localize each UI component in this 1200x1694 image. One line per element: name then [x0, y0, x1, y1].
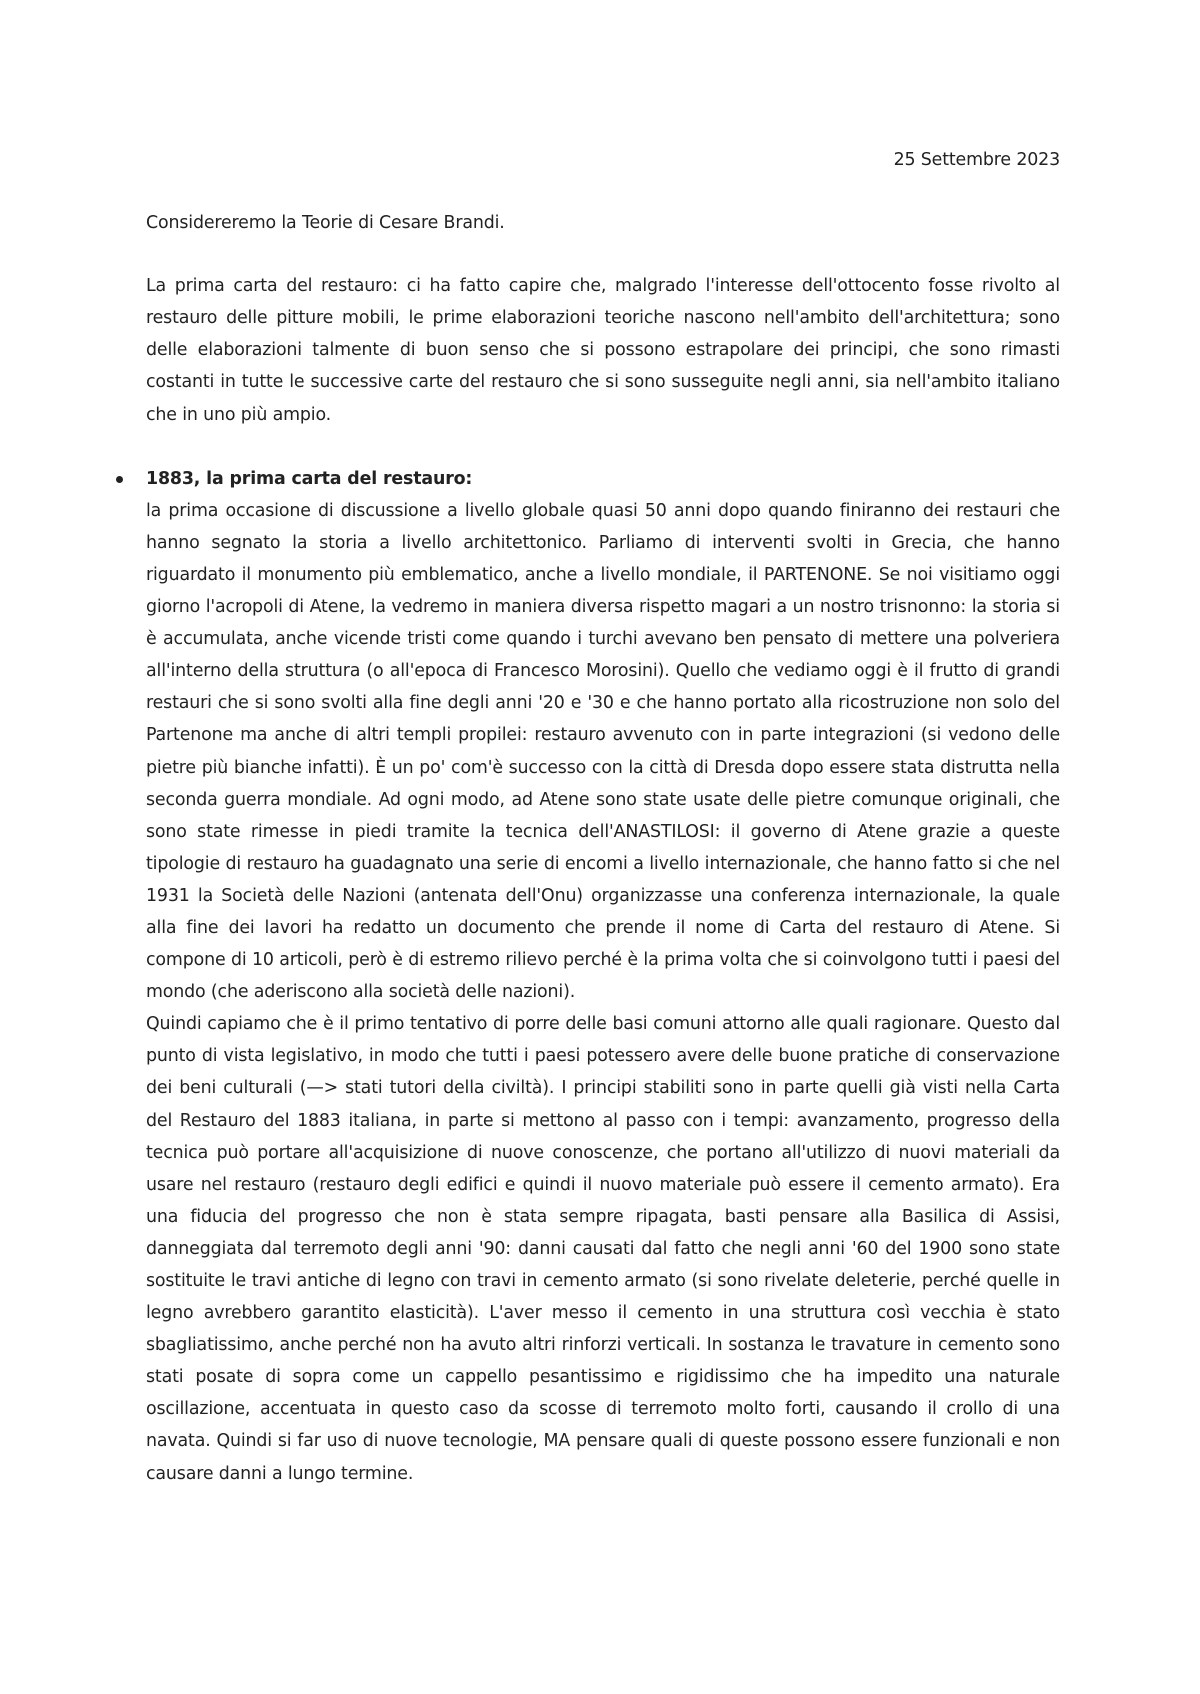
paragraph: La prima carta del restauro: ci ha fatto capire che, malgrado l'interesse dell'ottocento fosse rivolto al restauro delle pitture mobili, le prime elaborazioni teoriche nascono nell'ambito dell'architettura; sono delle elaborazioni talmente di buon senso che si possono estrapolare dei principi, che sono rimasti costanti in tutte le successive carte del restauro che si sono susseguite negli anni, sia nell'ambito italiano che in uno più ampio. — [146, 276, 1060, 425]
document-body — [146, 144, 1060, 1490]
list-item-title: 1883, la prima carta del restauro: — [146, 468, 473, 489]
list-item-paragraph: Quindi capiamo che è il primo tentativo di porre delle basi comuni attorno alle quali ragionare. Questo dal punto di vista legislativo, in modo che tutti i paesi potessero avere delle buone pratiche di conservazione dei beni culturali (—> stati tutori della civiltà). I principi stabiliti sono in parte quelli già visti nella Carta del Restauro del 1883 italiana, in parte si mettono al passo con i tempi: avanzamento, progresso della tecnica può portare all'acquisizione di nuove conoscenze, che portano all'utilizzo di nuovi materiali da usare nel restauro (restauro degli edifici e quindi il nuovo materiale può essere il cemento armato). Era una fiducia del progresso che non è stata sempre ripagata, basti pensare alla Basilica di Assisi, danneggiata dal terremoto degli anni '90: danni causati dal fatto che negli anni '60 del 1900 sono state sostituite le travi antiche di legno con travi in cemento armato (si sono rivelate deleterie, perché quelle in legno avrebbero garantito elasticità). L'aver messo il cemento in una struttura così vecchia è stato sbagliatissimo, anche perché non ha avuto altri rinforzi verticali. In sostanza le travature in cemento sono stati posate di sopra come un cappello pesantissimo e rigidissimo che ha impedito una naturale oscillazione, accentuata in questo caso da scosse di terremoto molto forti, causando il crollo di una navata. Quindi si far uso di nuove tecnologie, MA pensare quali di queste possono essere funzionali e non causare danni a lungo termine. — [146, 1014, 1060, 1484]
bullet-icon — [116, 476, 123, 483]
document-date: 25 Settembre 2023 — [893, 150, 1060, 170]
bullet-list — [146, 463, 1060, 1490]
list-item-paragraph: la prima occasione di discussione a livello globale quasi 50 anni dopo quando finiranno dei restauri che hanno segnato la storia a livello architettonico. Parliamo di interventi svolti in Grecia, che hanno riguardato il monumento più emblematico, anche a livello mondiale, il PARTENONE. Se noi visitiamo oggi giorno l'acropoli di Atene, la vedremo in maniera diversa rispetto magari a un nostro trisnonno: la storia si è accumulata, anche vicende tristi come quando i turchi avevano ben pensato di mettere una polveriera all'interno della struttura (o all'epoca di Francesco Morosini). Quello che vediamo oggi è il frutto di grandi restauri che si sono svolti alla fine degli anni '20 e '30 e che hanno portato alla ricostruzione non solo del Partenone ma anche di altri templi propilei: restauro avvenuto con in parte integrazioni (si vedono delle pietre più bianche infatti). È un po' com'è successo con la città di Dresda dopo essere stata distrutta nella seconda guerra mondiale. Ad ogni modo, ad Atene sono state usate delle pietre comunque originali, che sono state rimesse in piedi tramite la tecnica dell'ANASTILOSI: il governo di Atene grazie a queste tipologie di restauro ha guadagnato una serie di encomi a livello internazionale, che hanno fatto si che nel 1931 la Società delle Nazioni (antenata dell'Onu) organizzasse una conferenza internazionale, la quale alla fine dei lavori ha redatto un documento che prende il nome di Carta del restauro di Atene. Si compone di 10 articoli, però è di estremo rilievo perché è la prima volta che si coinvolgono tutti i paesi del mondo (che aderiscono alla società delle nazioni). — [146, 500, 1060, 1003]
list-item — [146, 463, 1060, 1490]
intro-text: Considereremo la Teorie di Cesare Brandi. — [146, 213, 505, 234]
